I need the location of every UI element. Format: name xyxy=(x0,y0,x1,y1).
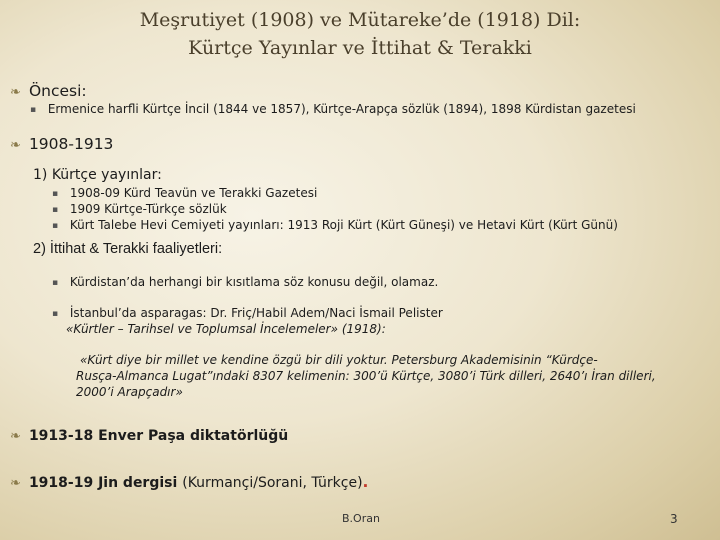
sub1-item-1-text: 1908-09 Kürd Teavün ve Terakki Gazetesi xyxy=(69,186,318,200)
curl-bullet-icon: ❧ xyxy=(10,429,21,444)
footer-author: B.Oran xyxy=(342,512,380,525)
bullet-1908-1913 xyxy=(10,135,113,153)
sub2-item-1-text: Kürdistan’da herhangi bir kısıtlama söz konusu değil, olamaz. xyxy=(69,275,439,289)
sub1-item-3 xyxy=(52,218,618,232)
heading-1918-19: 1918-19 Jin dergisi xyxy=(28,475,178,491)
curl-bullet-icon: ❧ xyxy=(10,138,21,153)
sub2-item-2 xyxy=(52,306,443,320)
small-bullet-icon: ▪ xyxy=(52,277,59,288)
curl-bullet-icon: ❧ xyxy=(10,476,21,491)
book-title-text: «Kürtler – Tarihsel ve Toplumsal İncelemeler» (1918): xyxy=(66,322,386,336)
red-dot: . xyxy=(362,473,369,491)
sub2-item-1 xyxy=(52,275,438,289)
page-number: 3 xyxy=(670,512,678,526)
quote-line-1: «Kürt diye bir millet ve kendine özgü bir dili yoktur. Petersburg Akademisinin “Kürdçe- xyxy=(80,353,598,367)
bullet-oncesi xyxy=(10,82,87,100)
heading-oncesi: Öncesi: xyxy=(28,82,87,100)
curl-bullet-icon: ❧ xyxy=(10,85,21,100)
slide-title-line2: Kürtçe Yayınlar ve İttihat & Terakki xyxy=(188,37,532,59)
small-bullet-icon: ▪ xyxy=(30,104,37,115)
quote-line-3: 2000’i Arapçadır» xyxy=(76,385,183,399)
small-bullet-icon: ▪ xyxy=(52,188,59,199)
heading-1913-18: 1913-18 Enver Paşa diktatörlüğü xyxy=(28,428,289,444)
bullet-1918-19 xyxy=(10,473,368,491)
quote-line-2: Rusça-Almanca Lugat”ındaki 8307 kelimenin: 300’ü Kürtçe, 3080’i Türk dilleri, 2640’ı İran dilleri, xyxy=(76,369,656,383)
bullet-1913-18 xyxy=(10,426,288,444)
sub1-item-1 xyxy=(52,186,317,200)
sub2-item-2-line2 xyxy=(66,322,386,336)
jin-detail: (Kurmançi/Sorani, Türkçe) xyxy=(182,475,363,491)
heading-1908-1913: 1908-1913 xyxy=(28,135,114,153)
oncesi-item xyxy=(30,102,636,116)
sub1-item-2 xyxy=(52,202,227,216)
slide-title-line1: Meşrutiyet (1908) ve Mütareke’de (1918) Dil: xyxy=(139,9,581,31)
oncesi-item-text: Ermenice harfli Kürtçe İncil (1844 ve 1857), Kürtçe-Arapça sözlük (1894), 1898 Kürdistan gazetesi xyxy=(47,102,636,116)
sub1-heading: 1) Kürtçe yayınlar: xyxy=(33,167,162,183)
sub1-item-3-text: Kürt Talebe Hevi Cemiyeti yayınları: 1913 Roji Kürt (Kürt Güneşi) ve Hetavi Kürt (Kürt Günü) xyxy=(69,218,618,232)
small-bullet-icon: ▪ xyxy=(52,220,59,231)
small-bullet-icon: ▪ xyxy=(52,308,59,319)
sub2-heading: 2) İttihat & Terakki faaliyetleri: xyxy=(33,241,223,257)
sub1-item-2-text: 1909 Kürtçe-Türkçe sözlük xyxy=(69,202,227,216)
small-bullet-icon: ▪ xyxy=(52,204,59,215)
sub2-item-2-text: İstanbul’da asparagas: Dr. Friç/Habil Adem/Naci İsmail Pelister xyxy=(69,306,443,320)
